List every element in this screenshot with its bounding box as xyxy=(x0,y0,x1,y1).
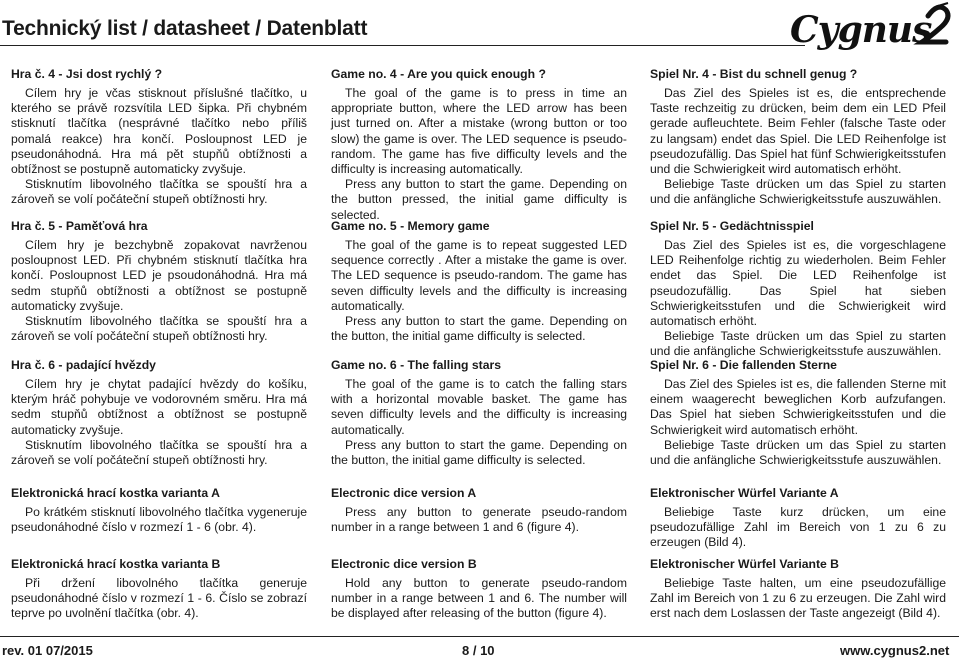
paragraph: Press any button to start the game. Depending on the button, the initial game difficulty is selected. xyxy=(331,314,627,344)
section-title: Elektronická hrací kostka varianta A xyxy=(11,486,220,500)
section-en-game5 xyxy=(331,218,627,344)
section-title: Electronic dice version A xyxy=(331,486,477,500)
header-rule xyxy=(0,45,805,46)
section-en-game4 xyxy=(331,66,627,223)
paragraph: Hold any button to generate pseudo-random number in a range between 1 and 6. The number will be displayed after releasing of the button (figure 4). xyxy=(331,576,627,621)
svg-text:Cygnus: Cygnus xyxy=(790,9,932,51)
section-title: Spiel Nr. 4 - Bist du schnell genug ? xyxy=(650,67,858,81)
section-title: Hra č. 6 - padající hvězdy xyxy=(11,358,156,372)
section-de-game6 xyxy=(650,357,946,468)
section-title: Electronic dice version B xyxy=(331,557,477,571)
paragraph: The goal of the game is to catch the falling stars with a horizontal movable basket. The game has seven difficulty levels and the difficulty is increasing automatically. xyxy=(331,377,627,437)
section-cz-dice-a xyxy=(11,485,307,535)
page-number: 8 / 10 xyxy=(462,643,495,658)
section-cz-game6 xyxy=(11,357,307,468)
paragraph: Beliebige Taste kurz drücken, um eine pseudozufällige Zahl im Bereich von 1 zu 6 zu erzeugen (Bild 4). xyxy=(650,505,946,550)
paragraph: Beliebige Taste drücken um das Spiel zu starten und die anfängliche Schwierigkeitsstufe auszuwählen. xyxy=(650,437,946,468)
section-title: Hra č. 5 - Paměťová hra xyxy=(11,219,148,233)
paragraph: Press any button to start the game. Depending on the button, the initial game difficulty is selected. xyxy=(331,437,627,468)
section-title: Elektronischer Würfel Variante A xyxy=(650,486,839,500)
paragraph: Beliebige Taste halten, um eine pseudozufällige Zahl im Bereich von 1 zu 6 zu erzeugen. Die Zahl wird erst nach dem Loslassen der Taste angezeigt (Bild 4). xyxy=(650,576,946,621)
page-title: Technický list / datasheet / Datenblatt xyxy=(2,17,368,40)
section-title: Hra č. 4 - Jsi dost rychlý ? xyxy=(11,67,163,81)
revision-label: rev. 01 07/2015 xyxy=(2,643,93,658)
paragraph: Beliebige Taste drücken um das Spiel zu starten und die anfängliche Schwierigkeitsstufe auszuwählen. xyxy=(650,177,946,207)
section-cz-game5 xyxy=(11,218,307,344)
section-de-game5 xyxy=(650,218,946,360)
cygnus-logo xyxy=(788,2,958,52)
paragraph: Beliebige Taste drücken um das Spiel zu starten und die anfängliche Schwierigkeitsstufe auszuwählen. xyxy=(650,329,946,359)
section-title: Game no. 4 - Are you quick enough ? xyxy=(331,67,546,81)
paragraph: Cílem hry je bezchybně zopakovat navrženou posloupnost LED. Při chybném stisknutí tlačítka hra končí. Posloupnost LED je psoudonáhodná. Hra má sedm stupňů obtížnosti a obtížnost se postupně automaticky zvyšuje. xyxy=(11,238,307,313)
section-title: Elektronická hrací kostka varianta B xyxy=(11,557,221,571)
paragraph: Stisknutím libovolného tlačítka se spouští hra a zároveň se volí počáteční stupeň obtížnosti hry. xyxy=(11,314,307,344)
section-de-dice-a xyxy=(650,485,946,551)
section-title: Spiel Nr. 6 - Die fallenden Sterne xyxy=(650,358,837,372)
section-de-game4 xyxy=(650,66,946,208)
paragraph: Stisknutím libovolného tlačítka se spouští hra a zároveň se volí počáteční stupeň obtížnosti hry. xyxy=(11,437,307,468)
section-en-game6 xyxy=(331,357,627,468)
website-link[interactable]: www.cygnus2.net xyxy=(840,643,950,658)
paragraph: Press any button to generate pseudo-random number in a range between 1 and 6 (figure 4). xyxy=(331,505,627,535)
paragraph: Po krátkém stisknutí libovolného tlačítka vygeneruje pseudonáhodné číslo v rozmezí 1 - 6 (obr. 4). xyxy=(11,505,307,535)
section-de-dice-b xyxy=(650,556,946,622)
paragraph: Cílem hry je chytat padající hvězdy do košíku, kterým hráč pohybuje ve vodorovném směru. Hra má sedm stupňů obtížnost a obtížnost se postupně automaticky zvyšuje. xyxy=(11,377,307,437)
paragraph: The goal of the game is to press in time an appropriate button, where the LED arrow has been just turned on. After a mistake (wrong button or too slow) the game is over. The LED sequence is pseudo-random. The game has five difficulty levels and the difficulty is increasing automatically. xyxy=(331,86,627,177)
section-cz-game4 xyxy=(11,66,307,208)
paragraph: Stisknutím libovolného tlačítka se spouští hra a zároveň se volí počáteční stupeň obtížnosti hry. xyxy=(11,177,307,207)
paragraph: The goal of the game is to repeat suggested LED sequence correctly . After a mistake the game is over. The LED sequence is pseudo-random. The game has seven difficulty levels and the difficulty is increasing automatically. xyxy=(331,238,627,313)
section-title: Game no. 6 - The falling stars xyxy=(331,358,501,372)
section-en-dice-a xyxy=(331,485,627,535)
footer-rule xyxy=(0,636,959,637)
section-cz-dice-b xyxy=(11,556,307,622)
section-title: Game no. 5 - Memory game xyxy=(331,219,490,233)
paragraph: Při držení libovolného tlačítka generuje pseudonáhodné číslo v rozmezí 1 - 6. Číslo se zobrazí teprve po uvolnění tlačítka (obr. 4). xyxy=(11,576,307,621)
paragraph: Das Ziel des Spieles ist es, die entsprechende Taste rechzeitig zu drücken, beim dem ein LED Pfeil gerade aufleuchtete. Beim Fehler (falsche Taste oder zu langsam) endet das Spiel. Die LED Reihenfolge ist pseudozufällig. Das Spiel hat fünf Schwierigkeitsstufen und die Schwierigkeit wird automatisch erhöht. xyxy=(650,86,946,177)
section-title: Spiel Nr. 5 - Gedächtnisspiel xyxy=(650,219,814,233)
section-title: Elektronischer Würfel Variante B xyxy=(650,557,839,571)
section-en-dice-b xyxy=(331,556,627,622)
paragraph: Das Ziel des Spieles ist es, die vorgeschlagene LED Reihenfolge richtig zu wiederholen. Beim Fehler endet das Spiel. Die LED Reihenfolge ist pseudozufällig. Das Spiel hat sieben Schwierigkeitsstufen und die Schwierigkeit wird automatisch erhöht. xyxy=(650,238,946,329)
paragraph: Das Ziel des Spieles ist es, die fallenden Sterne mit einem waagerecht beweglichen Korb aufzufangen. Das Spiel hat sieben Schwierigkeitsstufen und die Schwierigkeit wird automatisch erhöht. xyxy=(650,377,946,437)
paragraph: Cílem hry je včas stisknout příslušné tlačítko, u kterého se právě rozsvítila LED šipka. Při chybném stisknutí tlačítka (nesprávné tlačítko nebo příliš pomalá reakce) hra končí. Posloupnost LED je pseudonáhodná. Hra má pět stupňů obtížnosti a obtížnost se postupně automaticky zvyšuje. xyxy=(11,86,307,177)
paragraph: Press any button to start the game. Depending on the button pressed, the initial game difficulty is selected. xyxy=(331,177,627,222)
